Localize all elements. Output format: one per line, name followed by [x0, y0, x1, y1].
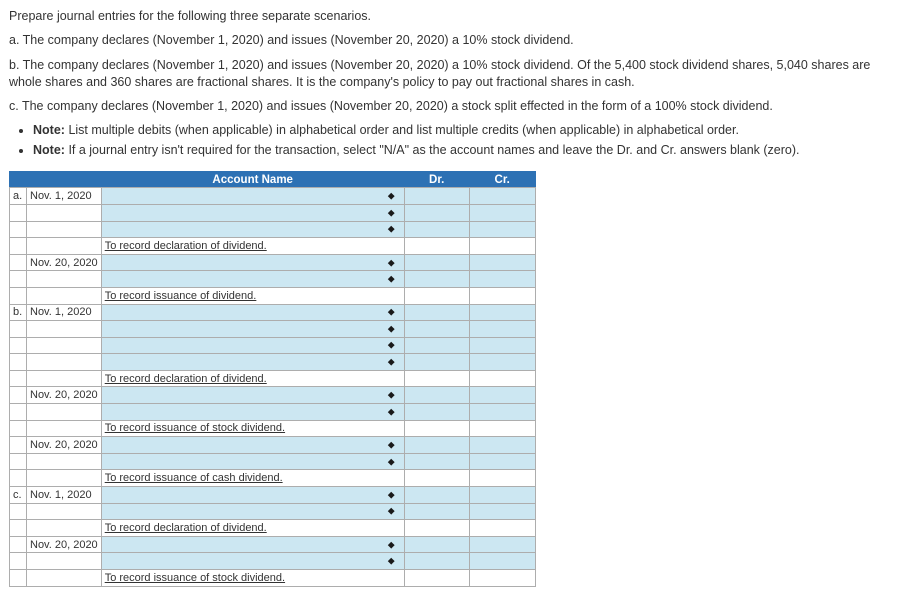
row-letter — [10, 204, 27, 221]
dr-amount-cell[interactable] — [404, 204, 469, 221]
dropdown-arrow-icon: ◆ — [387, 539, 395, 550]
account-name-select[interactable] — [101, 487, 404, 504]
notes-list — [9, 122, 891, 159]
cr-amount-cell — [469, 470, 535, 487]
row-date — [27, 503, 102, 520]
account-name-select[interactable] — [101, 304, 404, 321]
table-row — [10, 271, 536, 288]
row-date — [27, 204, 102, 221]
note-label: Note: — [33, 142, 65, 157]
header-date-spacer — [27, 171, 102, 188]
row-letter — [10, 503, 27, 520]
row-date — [27, 420, 102, 437]
note-item — [33, 142, 891, 159]
dropdown-arrow-icon: ◆ — [387, 257, 395, 268]
row-date — [27, 570, 102, 587]
header-dr: Dr. — [404, 171, 469, 188]
row-letter — [10, 404, 27, 421]
account-name-select[interactable] — [101, 536, 404, 553]
row-date — [27, 370, 102, 387]
row-letter — [10, 354, 27, 371]
dropdown-arrow-icon: ◆ — [387, 555, 395, 566]
row-date: Nov. 20, 2020 — [27, 536, 102, 553]
cr-amount-cell[interactable] — [469, 221, 535, 238]
account-name-select[interactable] — [101, 503, 404, 520]
memo-cell — [101, 520, 404, 537]
memo-text: To record declaration of dividend. — [104, 372, 267, 385]
row-date: Nov. 1, 2020 — [27, 487, 102, 504]
account-name-select[interactable] — [101, 387, 404, 404]
cr-amount-cell[interactable] — [469, 404, 535, 421]
table-row — [10, 321, 536, 338]
dr-amount-cell — [404, 238, 469, 255]
dropdown-arrow-icon: ◆ — [387, 505, 395, 516]
table-row — [10, 387, 536, 404]
cr-amount-cell[interactable] — [469, 254, 535, 271]
table-row — [10, 221, 536, 238]
dr-amount-cell — [404, 420, 469, 437]
table-row — [10, 354, 536, 371]
header-letter-spacer — [10, 171, 27, 188]
dropdown-arrow-icon: ◆ — [387, 356, 395, 367]
memo-cell — [101, 238, 404, 255]
note-item — [33, 122, 891, 139]
header-account-name: Account Name — [101, 171, 404, 188]
memo-text: To record issuance of stock dividend. — [104, 422, 286, 435]
dr-amount-cell[interactable] — [404, 271, 469, 288]
cr-amount-cell[interactable] — [469, 321, 535, 338]
scenario-a-text: a. The company declares (November 1, 2020) and issues (November 20, 2020) a 10% stock dividend. — [9, 33, 574, 48]
dropdown-arrow-icon: ◆ — [387, 323, 395, 334]
dr-amount-cell — [404, 520, 469, 537]
table-row — [10, 520, 536, 537]
dr-amount-cell[interactable] — [404, 354, 469, 371]
table-row — [10, 487, 536, 504]
dropdown-arrow-icon: ◆ — [387, 273, 395, 284]
cr-amount-cell[interactable] — [469, 553, 535, 570]
table-row — [10, 287, 536, 304]
cr-amount-cell — [469, 520, 535, 537]
header-cr: Cr. — [469, 171, 535, 188]
row-date — [27, 221, 102, 238]
table-row — [10, 370, 536, 387]
row-letter — [10, 437, 27, 454]
row-date — [27, 238, 102, 255]
memo-text: To record declaration of dividend. — [104, 522, 267, 535]
account-name-select[interactable] — [101, 437, 404, 454]
cr-amount-cell[interactable] — [469, 536, 535, 553]
row-date — [27, 404, 102, 421]
account-name-select[interactable] — [101, 321, 404, 338]
cr-amount-cell[interactable] — [469, 503, 535, 520]
cr-amount-cell[interactable] — [469, 437, 535, 454]
account-name-select[interactable] — [101, 254, 404, 271]
dropdown-arrow-icon: ◆ — [387, 306, 395, 317]
dr-amount-cell[interactable] — [404, 553, 469, 570]
dr-amount-cell — [404, 370, 469, 387]
cr-amount-cell — [469, 570, 535, 587]
row-letter — [10, 470, 27, 487]
account-name-select[interactable] — [101, 188, 404, 205]
row-letter — [10, 221, 27, 238]
dropdown-arrow-icon: ◆ — [387, 489, 395, 500]
memo-cell — [101, 470, 404, 487]
row-date — [27, 321, 102, 338]
account-name-select[interactable] — [101, 271, 404, 288]
row-letter — [10, 520, 27, 537]
memo-text: To record issuance of dividend. — [104, 289, 257, 302]
table-row — [10, 420, 536, 437]
account-name-select[interactable] — [101, 221, 404, 238]
memo-text: To record issuance of stock dividend. — [104, 571, 286, 584]
cr-amount-cell[interactable] — [469, 487, 535, 504]
cr-amount-cell[interactable] — [469, 453, 535, 470]
row-letter — [10, 536, 27, 553]
dr-amount-cell[interactable] — [404, 387, 469, 404]
dropdown-arrow-icon: ◆ — [387, 190, 395, 201]
dr-amount-cell[interactable] — [404, 487, 469, 504]
table-row — [10, 254, 536, 271]
dr-amount-cell[interactable] — [404, 188, 469, 205]
memo-cell — [101, 287, 404, 304]
row-letter — [10, 254, 27, 271]
account-name-select[interactable] — [101, 553, 404, 570]
row-letter — [10, 553, 27, 570]
dr-amount-cell[interactable] — [404, 221, 469, 238]
table-row — [10, 188, 536, 205]
dropdown-arrow-icon: ◆ — [387, 406, 395, 417]
scenario-b-text: b. The company declares (November 1, 2020) and issues (November 20, 2020) a 10% stock dividend. Of the 5,400 stock dividend shares, 5,040 shares are whole shares and 360 shares are fractional shares. It is the company's policy to pay out fractional shares in cash. — [9, 57, 871, 89]
row-letter: c. — [10, 487, 27, 504]
dropdown-arrow-icon: ◆ — [387, 223, 395, 234]
memo-cell — [101, 570, 404, 587]
row-date — [27, 453, 102, 470]
row-letter — [10, 453, 27, 470]
cr-amount-cell — [469, 420, 535, 437]
account-name-select[interactable] — [101, 337, 404, 354]
row-letter: b. — [10, 304, 27, 321]
dr-amount-cell — [404, 570, 469, 587]
row-letter — [10, 271, 27, 288]
row-date: Nov. 20, 2020 — [27, 254, 102, 271]
row-letter — [10, 337, 27, 354]
dr-amount-cell[interactable] — [404, 254, 469, 271]
dr-amount-cell[interactable] — [404, 337, 469, 354]
account-name-select[interactable] — [101, 404, 404, 421]
cr-amount-cell[interactable] — [469, 337, 535, 354]
dropdown-arrow-icon: ◆ — [387, 389, 395, 400]
memo-text: To record issuance of cash dividend. — [104, 472, 283, 485]
journal-table-body — [10, 188, 536, 586]
table-row — [10, 337, 536, 354]
note-text: If a journal entry isn't required for the transaction, select "N/A" as the account names and leave the Dr. and Cr. answers blank (zero). — [68, 142, 800, 157]
row-date — [27, 271, 102, 288]
row-date: Nov. 1, 2020 — [27, 304, 102, 321]
table-row — [10, 437, 536, 454]
dropdown-arrow-icon: ◆ — [387, 439, 395, 450]
cr-amount-cell — [469, 287, 535, 304]
dr-amount-cell[interactable] — [404, 321, 469, 338]
row-date: Nov. 20, 2020 — [27, 437, 102, 454]
row-date — [27, 553, 102, 570]
row-date — [27, 470, 102, 487]
memo-cell — [101, 420, 404, 437]
row-letter: a. — [10, 188, 27, 205]
row-letter — [10, 321, 27, 338]
dr-amount-cell — [404, 287, 469, 304]
row-letter — [10, 420, 27, 437]
cr-amount-cell[interactable] — [469, 271, 535, 288]
instructions-title: Prepare journal entries for the following three separate scenarios. — [9, 9, 372, 23]
cr-amount-cell[interactable] — [469, 304, 535, 321]
account-name-select[interactable] — [101, 453, 404, 470]
dropdown-arrow-icon: ◆ — [387, 456, 395, 467]
table-row — [10, 536, 536, 553]
table-row — [10, 238, 536, 255]
row-date — [27, 337, 102, 354]
table-row — [10, 570, 536, 587]
row-date: Nov. 20, 2020 — [27, 387, 102, 404]
cr-amount-cell[interactable] — [469, 354, 535, 371]
row-letter — [10, 370, 27, 387]
dr-amount-cell[interactable] — [404, 536, 469, 553]
row-date — [27, 520, 102, 537]
dr-amount-cell[interactable] — [404, 404, 469, 421]
row-letter — [10, 387, 27, 404]
memo-text: To record declaration of dividend. — [104, 239, 267, 252]
table-row — [10, 553, 536, 570]
row-letter — [10, 287, 27, 304]
row-letter — [10, 238, 27, 255]
table-row — [10, 503, 536, 520]
table-header-row — [10, 171, 536, 188]
row-date — [27, 287, 102, 304]
table-row — [10, 404, 536, 421]
account-name-select[interactable] — [101, 204, 404, 221]
dr-amount-cell — [404, 470, 469, 487]
table-row — [10, 304, 536, 321]
table-row — [10, 470, 536, 487]
table-row — [10, 453, 536, 470]
dropdown-arrow-icon: ◆ — [387, 339, 395, 350]
note-text: List multiple debits (when applicable) in alphabetical order and list multiple credits (when applicable) in alphabetical order. — [68, 123, 739, 138]
row-date: Nov. 1, 2020 — [27, 188, 102, 205]
cr-amount-cell — [469, 238, 535, 255]
cr-amount-cell[interactable] — [469, 188, 535, 205]
dr-amount-cell[interactable] — [404, 503, 469, 520]
account-name-select[interactable] — [101, 354, 404, 371]
note-label: Note: — [33, 123, 65, 138]
cr-amount-cell[interactable] — [469, 204, 535, 221]
dr-amount-cell[interactable] — [404, 437, 469, 454]
cr-amount-cell[interactable] — [469, 387, 535, 404]
memo-cell — [101, 370, 404, 387]
table-row — [10, 204, 536, 221]
dropdown-arrow-icon: ◆ — [387, 207, 395, 218]
dr-amount-cell[interactable] — [404, 453, 469, 470]
journal-entries-table — [9, 171, 536, 587]
row-date — [27, 354, 102, 371]
scenario-c-text: c. The company declares (November 1, 2020) and issues (November 20, 2020) a stock split effected in the form of a 100% stock dividend. — [9, 99, 773, 113]
dr-amount-cell[interactable] — [404, 304, 469, 321]
cr-amount-cell — [469, 370, 535, 387]
row-letter — [10, 570, 27, 587]
